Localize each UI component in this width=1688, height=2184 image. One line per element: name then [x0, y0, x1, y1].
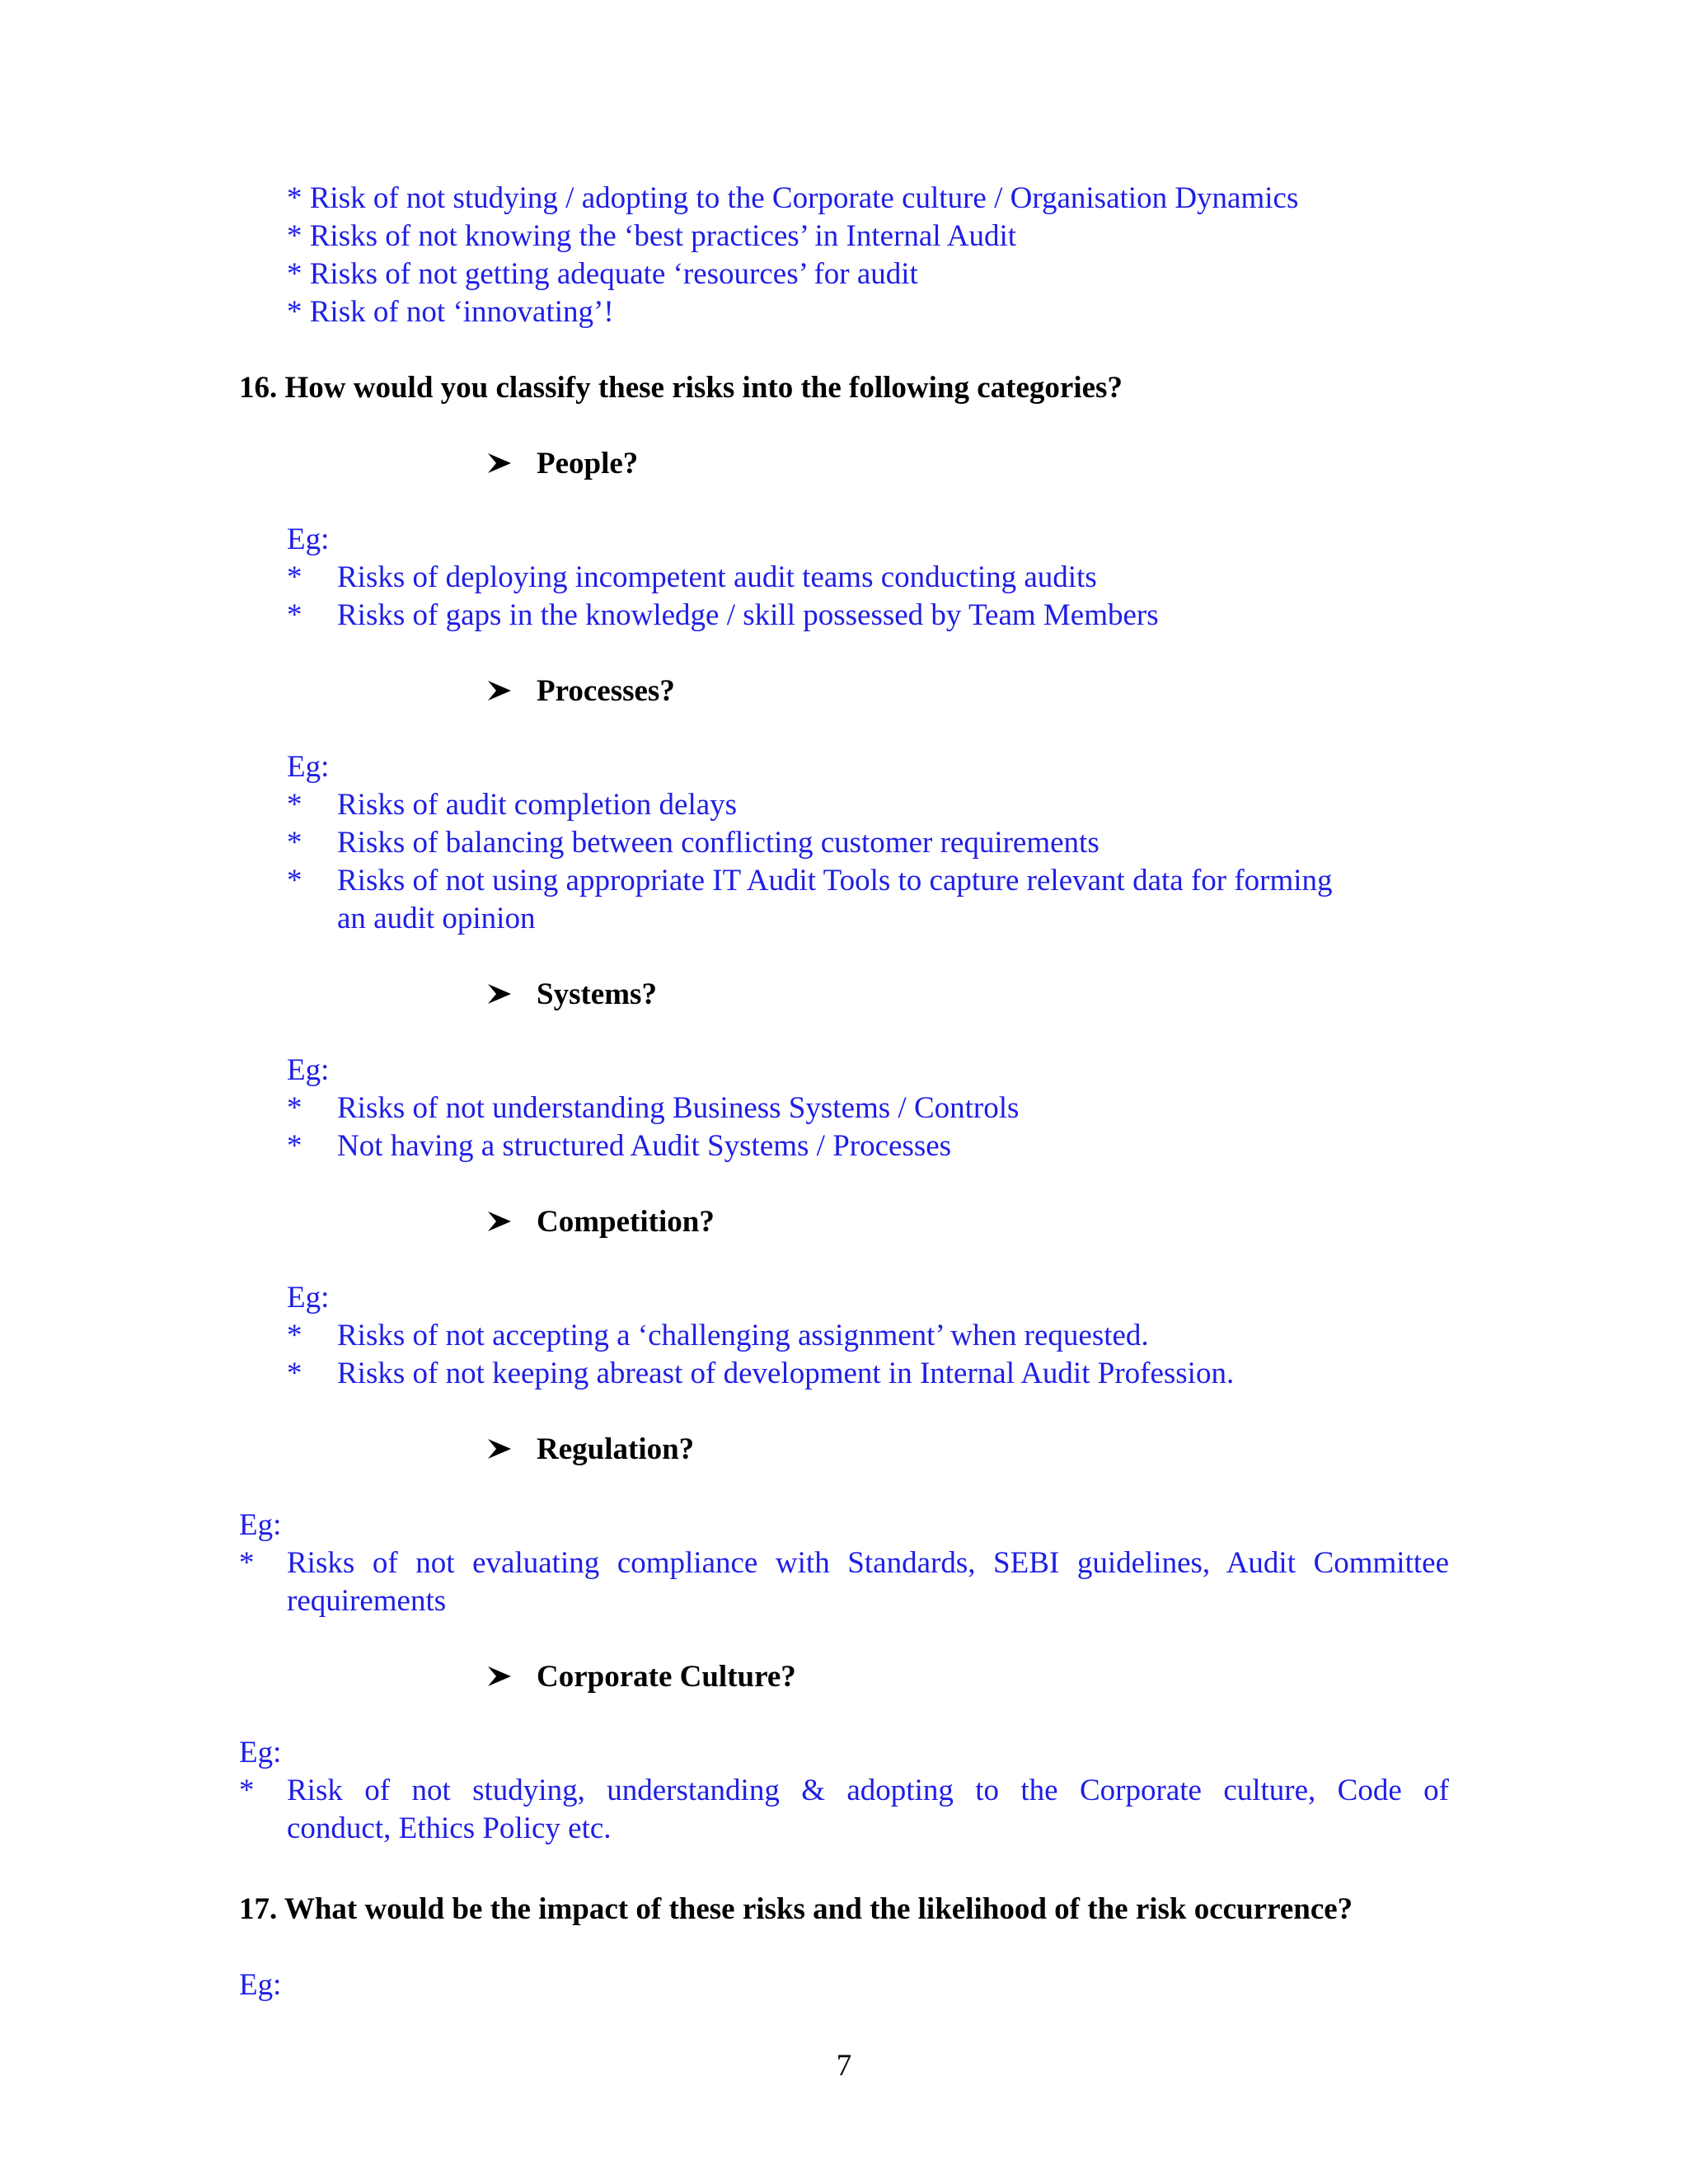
arrow-bullet-icon: [486, 677, 513, 704]
bullet-star: *: [287, 826, 302, 860]
bullet-star: *: [287, 1129, 302, 1163]
list-item: Risks of not evaluating compliance with Standards, SEBI guidelines, Audit Committee: [287, 1546, 1449, 1580]
arrow-bullet-icon: [486, 1436, 513, 1462]
arrow-bullet-icon: [486, 1208, 513, 1235]
category-people: People?: [537, 447, 639, 480]
bullet-star: *: [287, 560, 302, 594]
eg-label: Eg:: [287, 750, 330, 784]
list-item: Risks of not keeping abreast of development in Internal Audit Profession.: [337, 1357, 1235, 1390]
bullet-star: *: [287, 1357, 302, 1390]
list-item: Risks of audit completion delays: [337, 788, 738, 822]
arrow-bullet-icon: [486, 981, 513, 1007]
eg-label: Eg:: [239, 1736, 282, 1769]
arrow-bullet-icon: [486, 1663, 513, 1690]
bullet-star: *: [287, 1319, 302, 1352]
list-item: Risks of not using appropriate IT Audit Tools to capture relevant data for forming: [337, 864, 1333, 898]
list-item: Not having a structured Audit Systems / Processes: [337, 1129, 952, 1163]
eg-label: Eg:: [287, 1053, 330, 1087]
top-item: * Risks of not knowing the ‘best practices’ in Internal Audit: [287, 219, 1017, 253]
bullet-star: *: [239, 1546, 255, 1580]
category-competition: Competition?: [537, 1205, 715, 1239]
category-processes: Processes?: [537, 674, 675, 708]
list-item: Risk of not studying, understanding & adopting to the Corporate culture, Code of: [287, 1774, 1449, 1807]
top-item: * Risks of not getting adequate ‘resources’ for audit: [287, 257, 918, 291]
bullet-star: *: [287, 788, 302, 822]
list-item: Risks of not accepting a ‘challenging assignment’ when requested.: [337, 1319, 1149, 1352]
top-item: * Risk of not studying / adopting to the Corporate culture / Organisation Dynamics: [287, 181, 1299, 215]
eg-label: Eg:: [287, 1281, 330, 1315]
list-item: Risks of not understanding Business Systems / Controls: [337, 1091, 1020, 1125]
eg-label: Eg:: [239, 1968, 282, 2002]
category-systems: Systems?: [537, 977, 657, 1011]
list-item: Risks of deploying incompetent audit teams conducting audits: [337, 560, 1097, 594]
question-17: 17. What would be the impact of these risks and the likelihood of the risk occurrence?: [239, 1892, 1353, 1926]
list-item-continuation: an audit opinion: [337, 902, 536, 935]
question-16: 16. How would you classify these risks into the following categories?: [239, 371, 1123, 405]
list-item-continuation: requirements: [287, 1584, 447, 1618]
category-corporate-culture: Corporate Culture?: [537, 1660, 796, 1694]
eg-label: Eg:: [239, 1508, 282, 1542]
arrow-bullet-icon: [486, 450, 513, 476]
list-item: Risks of balancing between conflicting customer requirements: [337, 826, 1100, 860]
bullet-star: *: [239, 1774, 255, 1807]
bullet-star: *: [287, 1091, 302, 1125]
top-item: * Risk of not ‘innovating’!: [287, 295, 614, 329]
list-item: Risks of gaps in the knowledge / skill possessed by Team Members: [337, 598, 1159, 632]
bullet-star: *: [287, 864, 302, 898]
page-number: 7: [836, 2049, 852, 2083]
eg-label: Eg:: [287, 523, 330, 556]
bullet-star: *: [287, 598, 302, 632]
category-regulation: Regulation?: [537, 1432, 695, 1466]
list-item-continuation: conduct, Ethics Policy etc.: [287, 1811, 612, 1845]
